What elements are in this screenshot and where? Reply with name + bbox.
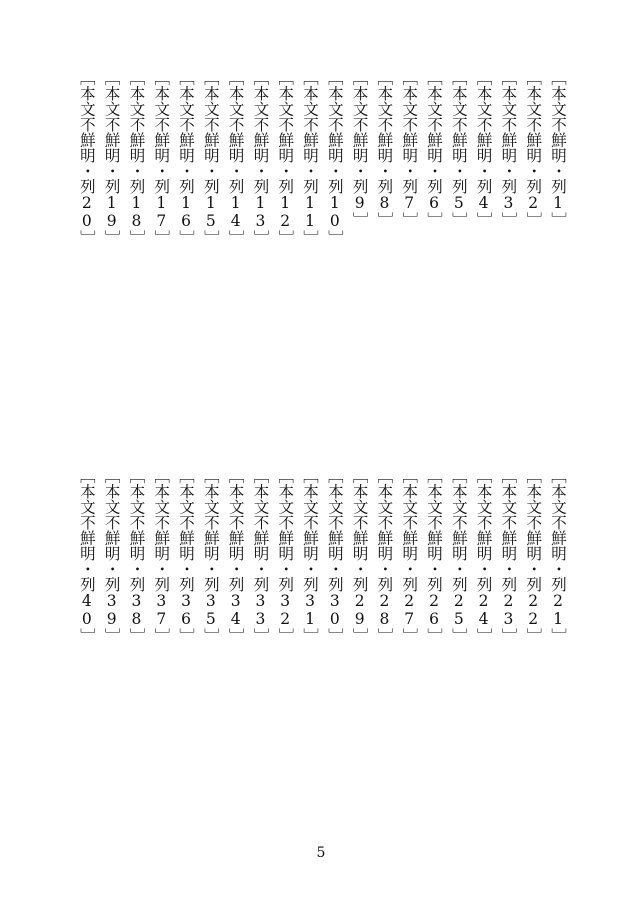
- text-column: ［本文不鮮明・列13］: [251, 70, 270, 246]
- text-column: ［本文不鮮明・列25］: [449, 468, 468, 644]
- text-column: ［本文不鮮明・列5］: [449, 70, 468, 228]
- text-column: ［本文不鮮明・列20］: [77, 70, 96, 246]
- text-column: ［本文不鮮明・列10］: [325, 70, 344, 246]
- text-column: ［本文不鮮明・列11］: [301, 70, 320, 246]
- text-column: ［本文不鮮明・列6］: [425, 70, 444, 228]
- text-column: ［本文不鮮明・列36］: [177, 468, 196, 644]
- text-column: ［本文不鮮明・列21］: [549, 468, 567, 644]
- text-column: ［本文不鮮明・列27］: [400, 468, 419, 644]
- text-column: ［本文不鮮明・列19］: [102, 70, 121, 246]
- text-column: ［本文不鮮明・列28］: [375, 468, 394, 644]
- text-column: ［本文不鮮明・列8］: [375, 70, 394, 228]
- text-column: ［本文不鮮明・列9］: [350, 70, 369, 228]
- text-column: ［本文不鮮明・列7］: [400, 70, 419, 228]
- text-column: ［本文不鮮明・列39］: [102, 468, 121, 644]
- text-column: ［本文不鮮明・列22］: [524, 468, 543, 644]
- text-column: ［本文不鮮明・列16］: [177, 70, 196, 246]
- upper-text-block: [74, 70, 570, 455]
- text-column: ［本文不鮮明・列23］: [499, 468, 518, 644]
- text-column: ［本文不鮮明・列37］: [152, 468, 171, 644]
- text-column: ［本文不鮮明・列35］: [201, 468, 220, 644]
- text-column: ［本文不鮮明・列4］: [474, 70, 493, 228]
- lower-text-block: [74, 468, 570, 824]
- text-column: ［本文不鮮明・列40］: [77, 468, 96, 644]
- text-column: ［本文不鮮明・列34］: [226, 468, 245, 644]
- text-column: ［本文不鮮明・列14］: [226, 70, 245, 246]
- text-column: ［本文不鮮明・列31］: [301, 468, 320, 644]
- text-column: ［本文不鮮明・列30］: [325, 468, 344, 644]
- text-column: ［本文不鮮明・列15］: [201, 70, 220, 246]
- page-number: 5: [316, 845, 326, 861]
- text-column: ［本文不鮮明・列24］: [474, 468, 493, 644]
- text-column: ［本文不鮮明・列12］: [276, 70, 295, 246]
- text-column: ［本文不鮮明・列33］: [251, 468, 270, 644]
- text-column: ［本文不鮮明・列2］: [524, 70, 543, 228]
- text-column: ［本文不鮮明・列18］: [127, 70, 146, 246]
- text-column: ［本文不鮮明・列38］: [127, 468, 146, 644]
- text-column: ［本文不鮮明・列3］: [499, 70, 518, 228]
- text-column: ［本文不鮮明・列26］: [425, 468, 444, 644]
- text-column: ［本文不鮮明・列32］: [276, 468, 295, 644]
- text-column: ［本文不鮮明・列17］: [152, 70, 171, 246]
- text-column: ［本文不鮮明・列1］: [549, 70, 567, 228]
- text-column: ［本文不鮮明・列29］: [350, 468, 369, 644]
